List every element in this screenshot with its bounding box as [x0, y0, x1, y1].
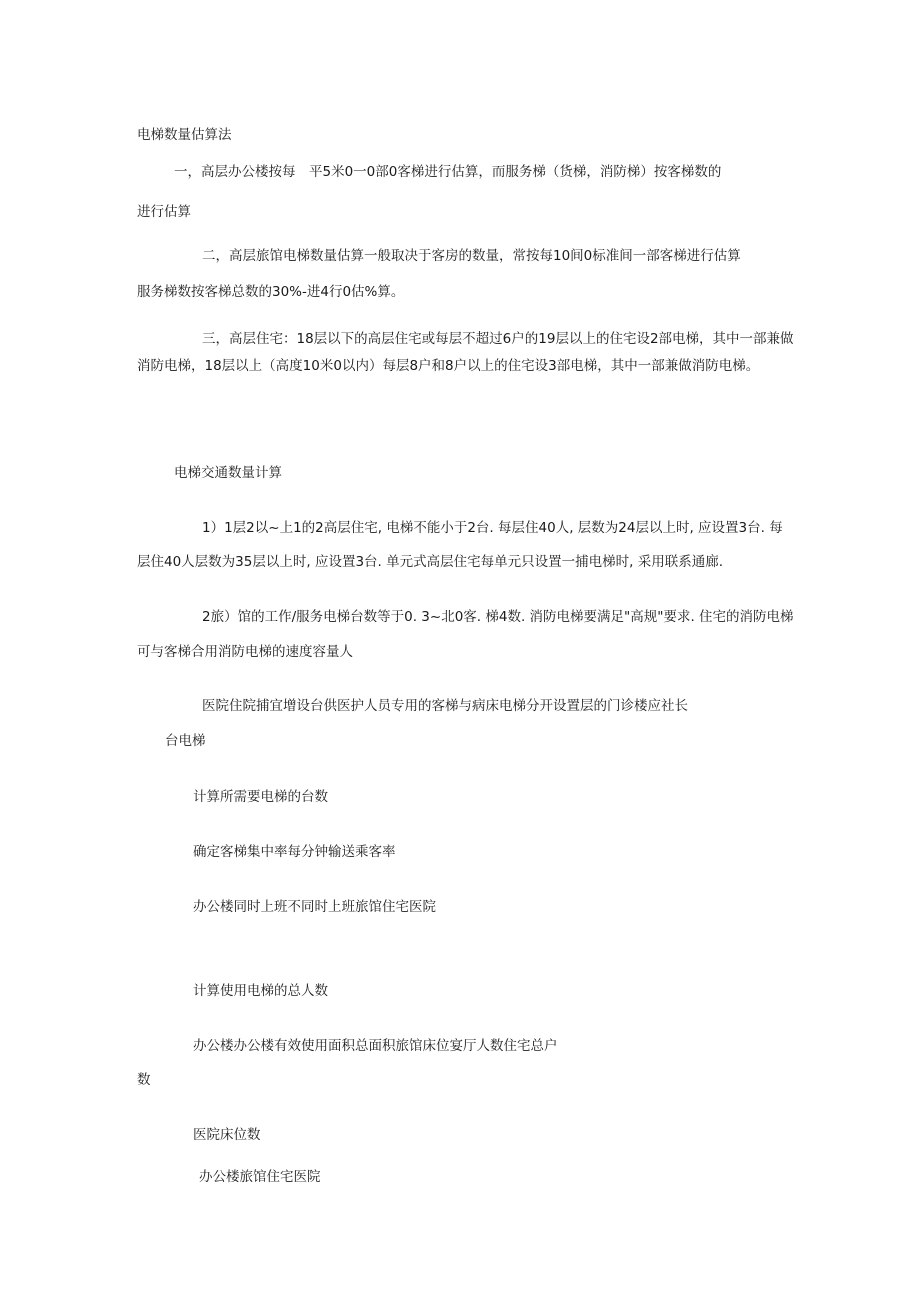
- residential-rule-line-1: 1）1层2以~上1的2高层住宅, 电梯不能小于2台. 每层住40人, 层数为24层以上时, 应设置3台. 每: [202, 520, 783, 536]
- hospital-rule-line-2: 台电梯: [165, 733, 206, 749]
- calc-elevator-count: 计算所需要电梯的台数: [193, 789, 328, 805]
- hotel-estimate-line-1: 二，高层旅馆电梯数量估算一般取决于客房的数量，常按每10间0标准间一部客梯进行估算: [202, 248, 741, 264]
- document-title: 电梯数量估算法: [137, 127, 232, 143]
- rate-categories: 办公楼同时上班不同时上班旅馆住宅医院: [193, 899, 436, 915]
- people-basis-line-2: 数: [137, 1072, 151, 1088]
- hospital-rule-line-1: 医院住院捕宜增设台供医护人员专用的客梯与病床电梯分开设置层的门诊楼应社长: [202, 698, 688, 714]
- people-basis-line-1: 办公楼办公楼有效使用面积总面积旅馆床位宴厅人数住宅总户: [193, 1038, 558, 1054]
- passenger-rate-label: 确定客梯集中率每分钟输送乘客率: [193, 844, 396, 860]
- residential-estimate-line-2: 消防电梯，18层以上（高度10米0以内）每层8户和8户以上的住宅设3部电梯，其中一部兼做消防电梯。: [137, 358, 760, 374]
- office-estimate-line-2: 进行估算: [137, 204, 191, 220]
- traffic-heading: 电梯交通数量计算: [174, 465, 282, 481]
- hotel-rule-line-1: 2旅）馆的工作/服务电梯台数等于0. 3~北0客. 梯4数. 消防电梯要满足"高规"要求. 住宅的消防电梯: [202, 609, 794, 625]
- residential-estimate-line-1: 三，高层住宅：18层以下的高层住宅或每层不超过6户的19层以上的住宅设2部电梯，其中一部兼做: [202, 331, 794, 347]
- office-estimate-line-1: 一，高层办公楼按每 平5米0一0部0客梯进行估算，而服务梯（货梯，消防梯）按客梯数的: [174, 164, 722, 180]
- hotel-rule-line-2: 可与客梯合用消防电梯的速度容量人: [137, 644, 353, 660]
- calc-total-people: 计算使用电梯的总人数: [193, 983, 328, 999]
- building-types-label: 办公楼旅馆住宅医院: [199, 1169, 321, 1185]
- hotel-estimate-line-2: 服务梯数按客梯总数的30%-进4行0估%算。: [137, 284, 405, 300]
- hospital-beds-label: 医院床位数: [193, 1127, 261, 1143]
- residential-rule-line-2: 层住40人层数为35层以上时, 应设置3台. 单元式高层住宅每单元只设置一捕电梯时, 采用联系通廊.: [137, 554, 723, 570]
